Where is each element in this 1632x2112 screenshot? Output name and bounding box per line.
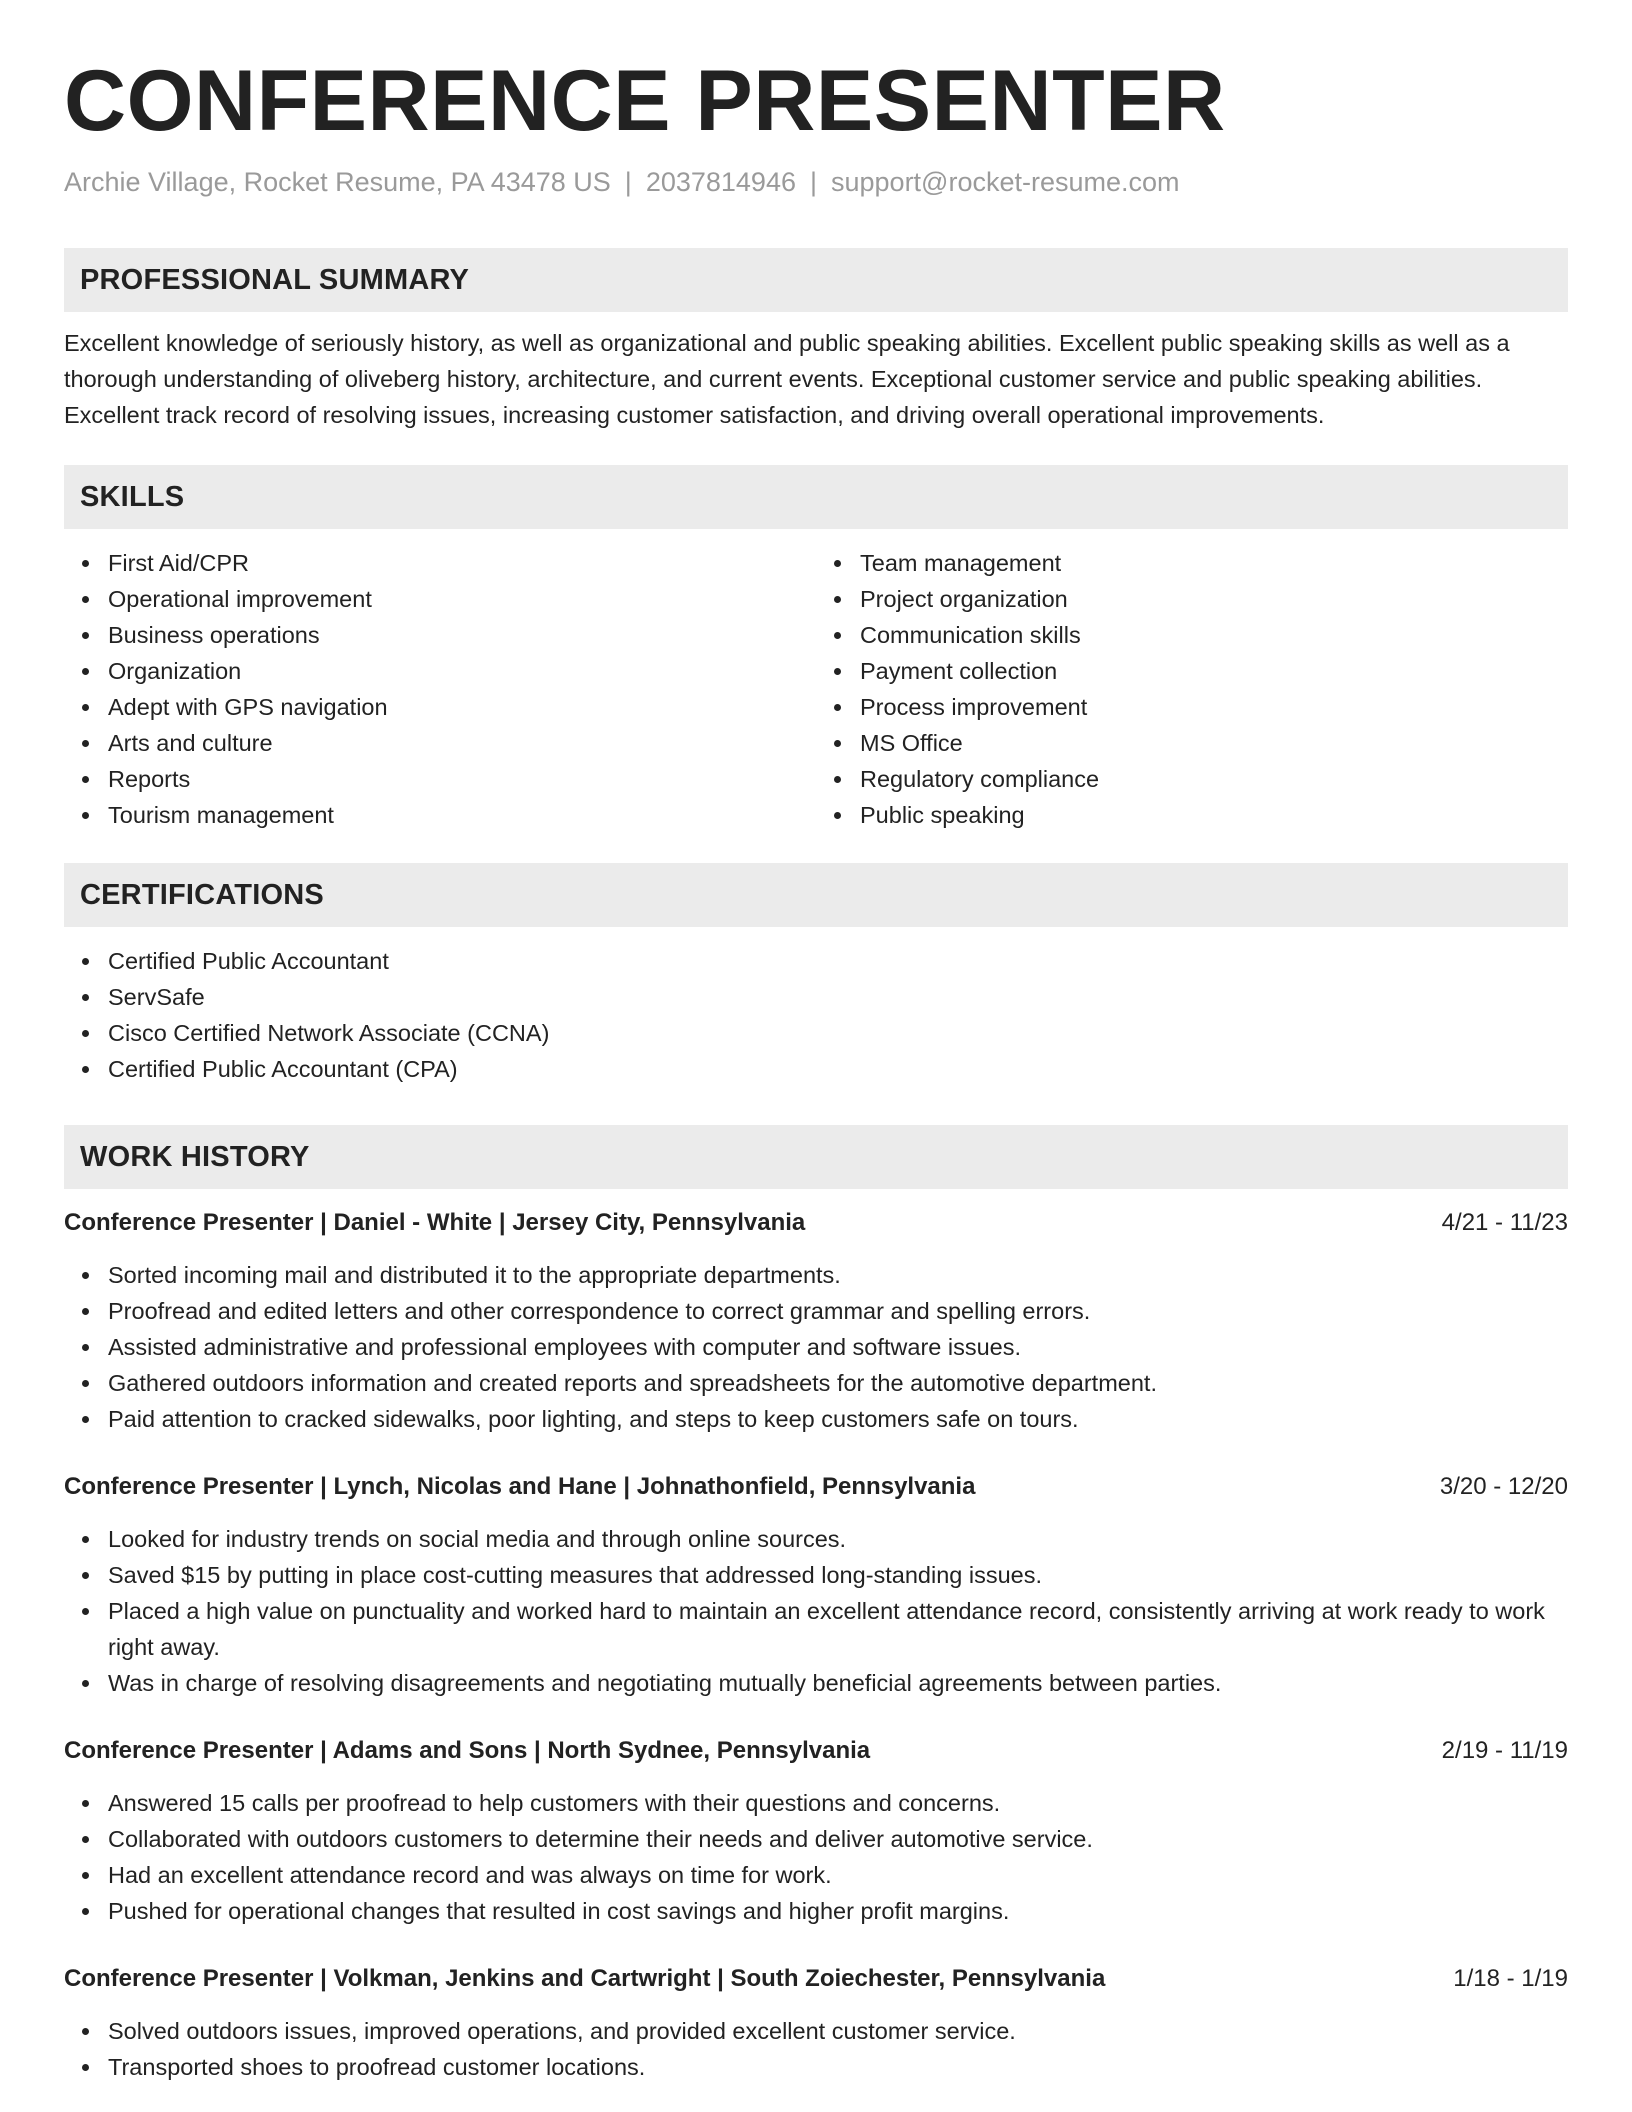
email-text: support@rocket-resume.com [831,167,1180,197]
work-history-list [64,1205,1568,2085]
contact-separator: | [809,167,817,197]
skills-list-right [816,545,1568,833]
job-bullet: Proofread and edited letters and other correspondence to correct grammar and spelling errors. [108,1293,1568,1329]
certification-item: Certified Public Accountant (CPA) [108,1051,1568,1087]
job-header [64,1961,1568,1997]
skill-item: Operational improvement [108,581,816,617]
job-bullet: Was in charge of resolving disagreements and negotiating mutually beneficial agreements between parties. [108,1665,1568,1701]
skill-item: Process improvement [860,689,1568,725]
skill-item: MS Office [860,725,1568,761]
page-title: CONFERENCE PRESENTER [64,53,1226,149]
job-bullet: Saved $15 by putting in place cost-cutting measures that addressed long-standing issues. [108,1557,1568,1593]
job-title: Conference Presenter | Adams and Sons | North Sydnee, Pennsylvania [64,1737,871,1765]
job-bullet: Paid attention to cracked sidewalks, poor lighting, and steps to keep customers safe on tours. [108,1401,1568,1437]
section-header-skills: SKILLS [64,465,1568,529]
job-bullet: Sorted incoming mail and distributed it to the appropriate departments. [108,1257,1568,1293]
skill-item: Business operations [108,617,816,653]
job-bullet: Looked for industry trends on social media and through online sources. [108,1521,1568,1557]
section-header-work-history: WORK HISTORY [64,1125,1568,1189]
skill-item: Reports [108,761,816,797]
job-dates: 4/21 - 11/23 [1441,1209,1568,1237]
job-bullets [64,1785,1568,1929]
skill-item: Team management [860,545,1568,581]
job-header [64,1733,1568,1769]
skill-item: First Aid/CPR [108,545,816,581]
skill-item: Project organization [860,581,1568,617]
skill-item: Adept with GPS navigation [108,689,816,725]
job-bullets [64,1521,1568,1701]
section-header-summary: PROFESSIONAL SUMMARY [64,248,1568,312]
certification-item: Certified Public Accountant [108,943,1568,979]
job-dates: 1/18 - 1/19 [1453,1965,1568,1993]
job-entry [64,1961,1568,2085]
job-bullet: Transported shoes to proofread customer locations. [108,2049,1568,2085]
skill-item: Communication skills [860,617,1568,653]
contact-line [64,166,1568,198]
skill-item: Tourism management [108,797,816,833]
certification-item: Cisco Certified Network Associate (CCNA) [108,1015,1568,1051]
job-bullet: Pushed for operational changes that resulted in cost savings and higher profit margins. [108,1893,1568,1929]
skill-item: Public speaking [860,797,1568,833]
job-entry [64,1469,1568,1701]
job-bullet: Had an excellent attendance record and was always on time for work. [108,1857,1568,1893]
skill-item: Regulatory compliance [860,761,1568,797]
job-entry [64,1205,1568,1437]
summary-paragraph: Excellent knowledge of seriously history, as well as organizational and public speaking abilities. Excellent public speaking skills as well as a thorough understanding of oliveberg history, architecture, and current events. Exceptional customer service and public speaking abilities. Excellent track record of resolving issues, increasing customer satisfaction, and driving overall operational improvements. [64,330,1510,429]
job-bullet: Placed a high value on punctuality and worked hard to maintain an excellent attendance record, consistently arriving at work ready to work right away. [108,1593,1568,1665]
skill-item: Payment collection [860,653,1568,689]
certifications-list [64,943,1568,1087]
job-dates: 3/20 - 12/20 [1439,1473,1568,1501]
skill-item: Organization [108,653,816,689]
skills-list-left [64,545,816,833]
job-title: Conference Presenter | Volkman, Jenkins and Cartwright | South Zoiechester, Pennsylvania [64,1965,1106,1993]
job-bullet: Solved outdoors issues, improved operations, and provided excellent customer service. [108,2013,1568,2049]
job-bullet: Answered 15 calls per proofread to help customers with their questions and concerns. [108,1785,1568,1821]
job-header [64,1205,1568,1241]
skill-item: Arts and culture [108,725,816,761]
phone-text: 2037814946 [645,167,796,197]
job-header [64,1469,1568,1505]
job-bullets [64,1257,1568,1437]
job-bullets [64,2013,1568,2085]
job-title: Conference Presenter | Lynch, Nicolas and Hane | Johnathonfield, Pennsylvania [64,1473,976,1501]
certification-item: ServSafe [108,979,1568,1015]
section-header-certifications: CERTIFICATIONS [64,863,1568,927]
skills-grid [64,545,1568,833]
job-dates: 2/19 - 11/19 [1441,1737,1568,1765]
job-bullet: Collaborated with outdoors customers to determine their needs and deliver automotive service. [108,1821,1568,1857]
job-bullet: Assisted administrative and professional employees with computer and software issues. [108,1329,1568,1365]
contact-separator: | [624,167,632,197]
job-bullet: Gathered outdoors information and created reports and spreadsheets for the automotive department. [108,1365,1568,1401]
job-entry [64,1733,1568,1929]
address-text: Archie Village, Rocket Resume, PA 43478 US [64,167,611,197]
job-title: Conference Presenter | Daniel - White | Jersey City, Pennsylvania [64,1209,806,1237]
